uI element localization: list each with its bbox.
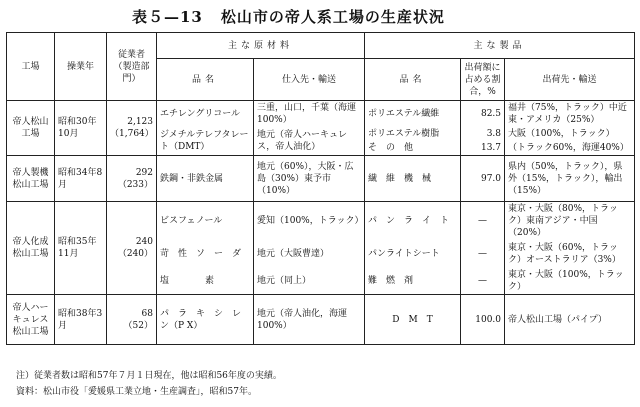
header-product-dest: 出荷先・輸送	[505, 59, 635, 101]
product-share: 3.8	[461, 127, 505, 141]
employees-mfg: （1,764）	[110, 129, 154, 139]
employee-count	[107, 101, 157, 156]
material-item: エチレングリコール	[157, 101, 254, 128]
material-item: ビスフェノール	[157, 202, 254, 241]
factory-name: 帝人化成松山工場	[7, 202, 55, 295]
material-source: 地元（大阪曹達）	[254, 240, 365, 268]
material-item: 苛 性 ソ ー ダ	[157, 240, 254, 268]
factory-name: 帝人製機松山工場	[7, 156, 55, 202]
product-share: —	[461, 202, 505, 241]
employees-mfg: （52）	[123, 320, 153, 331]
product-item: ポリエステル繊維	[365, 101, 461, 128]
employees-total: 68	[141, 308, 153, 319]
header-products-group: 主な製品	[365, 33, 635, 59]
factory-name: 帝人松山工場	[7, 101, 55, 156]
product-dest: 大阪（100%，トラック）	[505, 127, 635, 141]
material-item: ジメチルテレフタレート（DMT）	[157, 127, 254, 156]
header-factory: 工場	[7, 33, 55, 101]
material-item: 塩 素	[157, 268, 254, 295]
product-item: 繊 維 機 械	[365, 156, 461, 202]
material-item: パ ラ キ シ レ ン（P X）	[157, 295, 254, 345]
material-source: 地元（同上）	[254, 268, 365, 295]
product-item: 難 燃 剤	[365, 268, 461, 295]
table-notes	[16, 368, 282, 400]
product-item: パ ン ラ イ ト	[365, 202, 461, 241]
product-item: D M T	[365, 295, 461, 345]
start-year: 昭和38年3月	[55, 295, 107, 345]
employees-total: 2,123	[127, 117, 153, 127]
employees-mfg: （233）	[117, 179, 153, 190]
material-item: 鉄鋼・非鉄金属	[157, 156, 254, 202]
header-year: 操業年	[55, 33, 107, 101]
material-source: 地元（60%），大阪・広島（30%）東予市（10%）	[254, 156, 365, 202]
table-title	[132, 6, 445, 27]
product-share: —	[461, 240, 505, 268]
table-caption: 松山市の帝人系工場の生産状況	[220, 8, 445, 26]
product-item: パンライトシート	[365, 240, 461, 268]
employee-count	[107, 156, 157, 202]
product-share: 13.7	[461, 141, 505, 156]
product-dest: 帝人松山工場（パイプ）	[505, 295, 635, 345]
product-share: 100.0	[461, 295, 505, 345]
start-year: 昭和35年11月	[55, 202, 107, 295]
product-dest: 東京・大阪（100%，トラック）	[505, 268, 635, 295]
product-dest: 福井（75%，トラック）中近東・アメリカ（25%）	[505, 101, 635, 128]
header-product-share: 出荷額に占める割合，%	[461, 59, 505, 101]
header-materials-group: 主な原材料	[157, 33, 365, 59]
product-share: 97.0	[461, 156, 505, 202]
material-source: 愛知（100%，トラック）	[254, 202, 365, 241]
product-share: 82.5	[461, 101, 505, 128]
header-material-source: 仕入先・輸送	[254, 59, 365, 101]
product-dest: 東京・大阪（80%，トラック）東南アジア・中国（20%）	[505, 202, 635, 241]
employees-mfg: （240）	[117, 249, 153, 259]
header-employees: 従業者（製造部門）	[107, 33, 157, 101]
note-line: 注）従業者数は昭和57年７月１日現在，他は昭和56年度の実績。	[16, 371, 282, 381]
table-number: 表５—13	[132, 8, 203, 26]
start-year: 昭和34年8月	[55, 156, 107, 202]
product-item: ポリエステル樹脂	[365, 127, 461, 141]
employees-total: 240	[135, 237, 153, 247]
product-share: —	[461, 268, 505, 295]
header-material-item: 品名	[157, 59, 254, 101]
employees-total: 292	[135, 167, 153, 178]
product-dest: 県内（50%，トラック），県外（15%，トラック），輸出（15%）	[505, 156, 635, 202]
employee-count	[107, 202, 157, 295]
factory-name: 帝人ハーキュレス松山工場	[7, 295, 55, 345]
production-table	[6, 32, 635, 345]
material-source: 地元（帝人油化，海運100%）	[254, 295, 365, 345]
material-source: 三重，山口，千葉（海運100%）	[254, 101, 365, 128]
product-dest: 東京・大阪（60%，トラック）オーストラリア（3%）	[505, 240, 635, 268]
header-product-item: 品名	[365, 59, 461, 101]
start-year: 昭和30年10月	[55, 101, 107, 156]
employee-count	[107, 295, 157, 345]
material-source: 地元（帝人ハーキュレス，帝人油化）	[254, 127, 365, 156]
source-line: 資料：松山市役「愛媛県工業立地・生産調査」，昭和57年。	[16, 387, 257, 397]
product-item: そ の 他	[365, 141, 461, 156]
product-dest: （トラック60%，海運40%）	[505, 141, 635, 156]
